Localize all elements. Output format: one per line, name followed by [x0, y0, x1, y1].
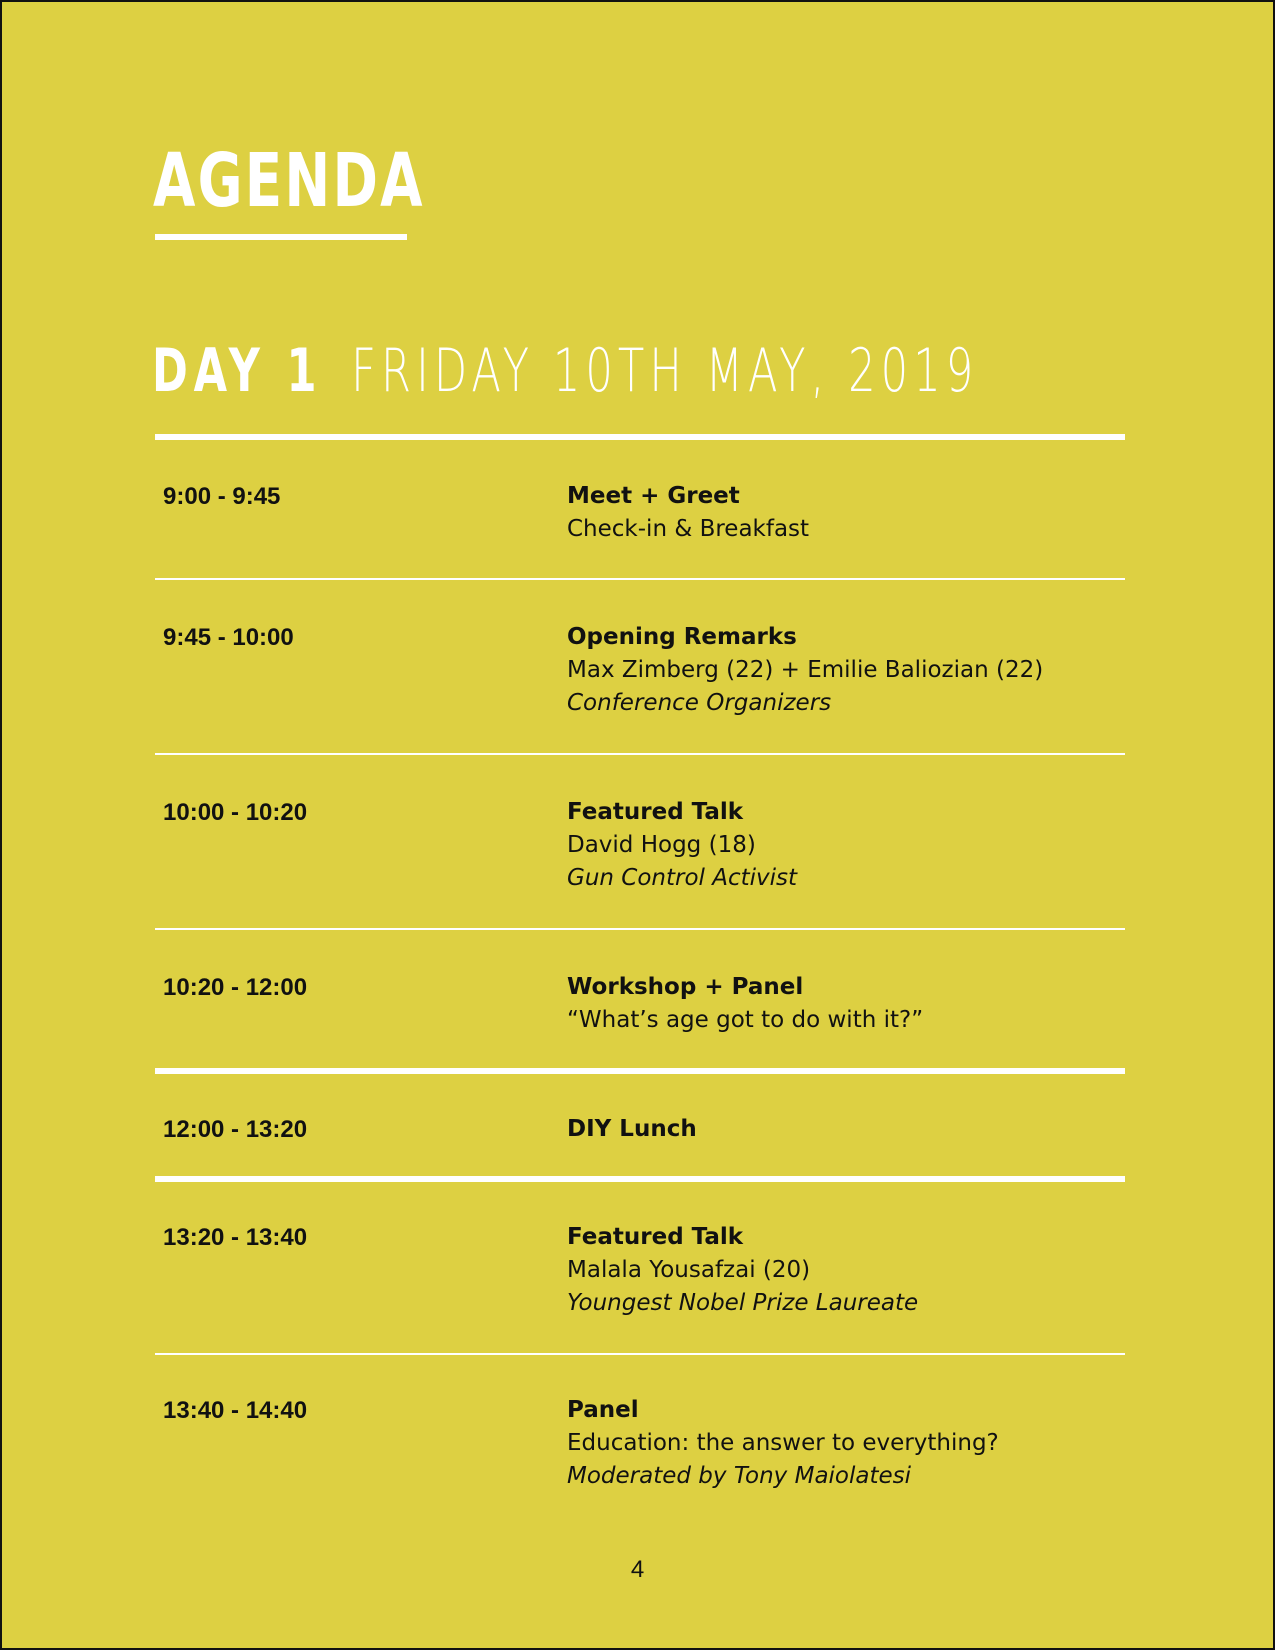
- session-details: [567, 1394, 999, 1493]
- session-details: [567, 971, 923, 1037]
- session-time: 12:00 - 13:20: [163, 1116, 308, 1143]
- session-role: Youngest Nobel Prize Laureate: [567, 1290, 919, 1316]
- page-number: 4: [630, 1556, 645, 1583]
- session-description: Education: the answer to everything?: [567, 1430, 999, 1456]
- session-title: Meet + Greet: [567, 483, 740, 509]
- session-role: Gun Control Activist: [567, 865, 798, 891]
- session-time: 10:20 - 12:00: [163, 974, 308, 1001]
- divider: [155, 928, 1125, 930]
- session-title: Workshop + Panel: [567, 974, 804, 1000]
- page-title: AGENDA: [153, 138, 425, 224]
- session-speakers: David Hogg (18): [567, 832, 756, 858]
- divider: [155, 753, 1125, 755]
- session-title: Opening Remarks: [567, 624, 797, 650]
- session-title: Featured Talk: [567, 1224, 744, 1250]
- day-date: FRIDAY 10TH MAY, 2019: [351, 336, 979, 406]
- session-time: 9:00 - 9:45: [163, 483, 281, 510]
- divider: [155, 578, 1125, 580]
- session-title: Panel: [567, 1397, 639, 1423]
- session-time: 13:20 - 13:40: [163, 1224, 308, 1251]
- session-role: Conference Organizers: [567, 690, 832, 716]
- session-details: [567, 621, 1043, 720]
- session-description: Check-in & Breakfast: [567, 516, 810, 542]
- session-details: [567, 1113, 697, 1146]
- session-time: 9:45 - 10:00: [163, 624, 294, 651]
- session-speakers: Max Zimberg (22) + Emilie Baliozian (22): [567, 657, 1044, 683]
- divider-top: [155, 434, 1125, 440]
- session-title: DIY Lunch: [567, 1116, 697, 1142]
- session-time: 10:00 - 10:20: [163, 799, 308, 826]
- session-details: [567, 796, 797, 895]
- divider-lunch-top: [155, 1068, 1125, 1074]
- divider-lunch-bottom: [155, 1176, 1125, 1182]
- session-title: Featured Talk: [567, 799, 744, 825]
- session-time: 13:40 - 14:40: [163, 1397, 308, 1424]
- divider: [155, 1353, 1125, 1355]
- session-details: [567, 1221, 918, 1320]
- day-label: DAY 1: [152, 336, 323, 406]
- day-heading: [152, 338, 978, 404]
- session-description: “What’s age got to do with it?”: [567, 1007, 924, 1033]
- session-details: [567, 480, 809, 546]
- title-underline: [155, 234, 407, 240]
- session-role: Moderated by Tony Maiolatesi: [567, 1463, 912, 1489]
- session-speakers: Malala Yousafzai (20): [567, 1257, 811, 1283]
